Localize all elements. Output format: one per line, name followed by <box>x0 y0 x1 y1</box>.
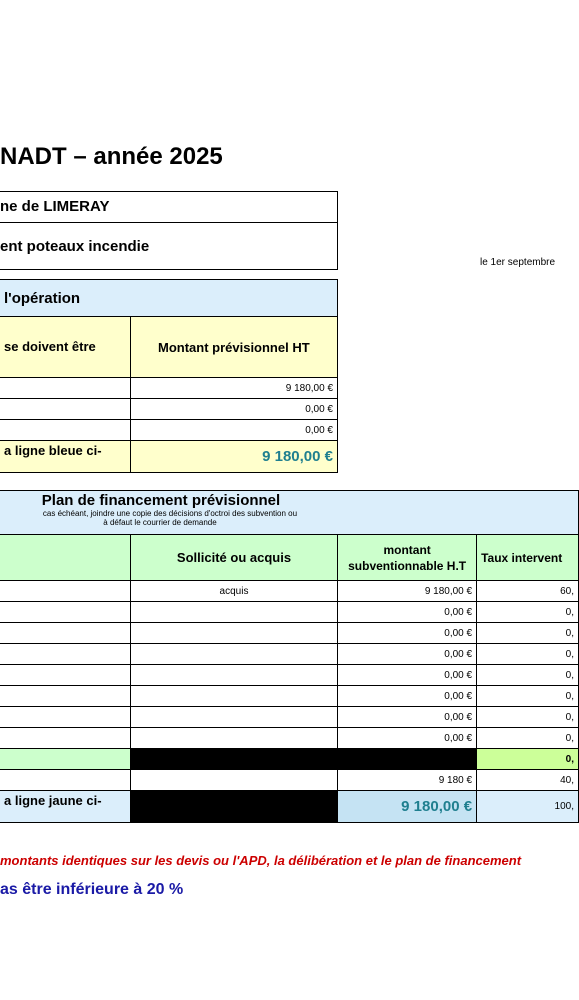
financing-title: Plan de financement prévisionnel <box>41 492 281 509</box>
financing-row-status <box>130 644 337 665</box>
financing-subtotal-rate: 0, <box>477 749 579 770</box>
financing-row-amount: 0,00 € <box>338 686 477 707</box>
commune-name: ne de LIMERAY <box>0 198 110 215</box>
financing-subtitle-2: à défaut le courrier de demande <box>103 518 217 527</box>
financing-col-taux: Taux intervent <box>477 535 579 581</box>
financing-row-label <box>0 686 130 707</box>
operation-row-label <box>0 420 130 441</box>
operation-col1-header: se doivent être <box>0 317 130 378</box>
financing-col-label-header <box>0 535 130 581</box>
financing-row-status <box>130 623 337 644</box>
operation-row-amount: 0,00 € <box>130 420 337 441</box>
financing-row-amount: 0,00 € <box>338 707 477 728</box>
financing-row-label <box>0 623 130 644</box>
commune-box <box>0 191 338 223</box>
financing-total-blackout <box>130 791 337 823</box>
financing-total-amount: 9 180,00 € <box>338 791 477 823</box>
financing-row-label <box>0 728 130 749</box>
financing-row-rate: 0, <box>477 707 579 728</box>
financing-self-label <box>0 770 130 791</box>
financing-row-amount: 0,00 € <box>338 644 477 665</box>
financing-row-status <box>130 602 337 623</box>
financing-row-label <box>0 665 130 686</box>
financing-subtotal-label <box>0 749 130 770</box>
date-text: le 1er septembre <box>480 257 556 268</box>
financing-header <box>0 491 579 535</box>
financing-row-status <box>130 665 337 686</box>
financing-col-sollicite: Sollicité ou acquis <box>130 535 337 581</box>
financing-row-rate: 0, <box>477 728 579 749</box>
project-box <box>0 222 338 270</box>
financing-col-montant-line1: montant <box>383 542 431 557</box>
financing-row-rate: 0, <box>477 665 579 686</box>
financing-table <box>0 490 579 823</box>
financing-row-amount: 0,00 € <box>338 665 477 686</box>
financing-row-label <box>0 602 130 623</box>
financing-row-rate: 0, <box>477 602 579 623</box>
financing-total-rate: 100, <box>477 791 579 823</box>
financing-self-amount: 9 180 € <box>338 770 477 791</box>
financing-row-rate: 60, <box>477 581 579 602</box>
financing-row-rate: 0, <box>477 644 579 665</box>
financing-row-status <box>130 728 337 749</box>
financing-col-montant-line2: subventionnable H.T <box>348 558 467 573</box>
financing-subtitle-1: cas échéant, joindre une copie des décisions d'octroi des subvention ou <box>42 509 298 518</box>
operation-row-amount: 9 180,00 € <box>130 378 337 399</box>
financing-self-rate: 40, <box>477 770 579 791</box>
financing-row-label <box>0 644 130 665</box>
financing-col-montant <box>338 535 477 581</box>
operation-row-label <box>0 378 130 399</box>
operation-header: l'opération <box>0 280 338 317</box>
operation-row-amount: 0,00 € <box>130 399 337 420</box>
financing-subtotal-blackout <box>130 749 476 770</box>
financing-self-status <box>130 770 337 791</box>
operation-table <box>0 279 338 473</box>
financing-row-rate: 0, <box>477 623 579 644</box>
financing-row-status: acquis <box>130 581 337 602</box>
operation-col2-header: Montant prévisionnel HT <box>130 317 337 378</box>
financing-row-amount: 0,00 € <box>338 728 477 749</box>
financing-row-amount: 0,00 € <box>338 602 477 623</box>
operation-row-label <box>0 399 130 420</box>
project-name: ent poteaux incendie <box>0 238 150 255</box>
note-identical-amounts: montants identiques sur les devis ou l'APD, la délibération et le plan de financement <box>0 853 522 868</box>
financing-row-status <box>130 707 337 728</box>
operation-total-value: 9 180,00 € <box>130 441 337 473</box>
financing-row-label <box>0 581 130 602</box>
operation-total-label: a ligne bleue ci- <box>0 441 130 473</box>
financing-total-label: a ligne jaune ci- <box>0 791 130 823</box>
financing-row-amount: 9 180,00 € <box>338 581 477 602</box>
financing-row-status <box>130 686 337 707</box>
page-title: NADT – année 2025 <box>0 143 223 170</box>
note-minimum-rate: as être inférieure à 20 % <box>0 881 184 898</box>
financing-row-label <box>0 707 130 728</box>
financing-row-rate: 0, <box>477 686 579 707</box>
financing-row-amount: 0,00 € <box>338 623 477 644</box>
